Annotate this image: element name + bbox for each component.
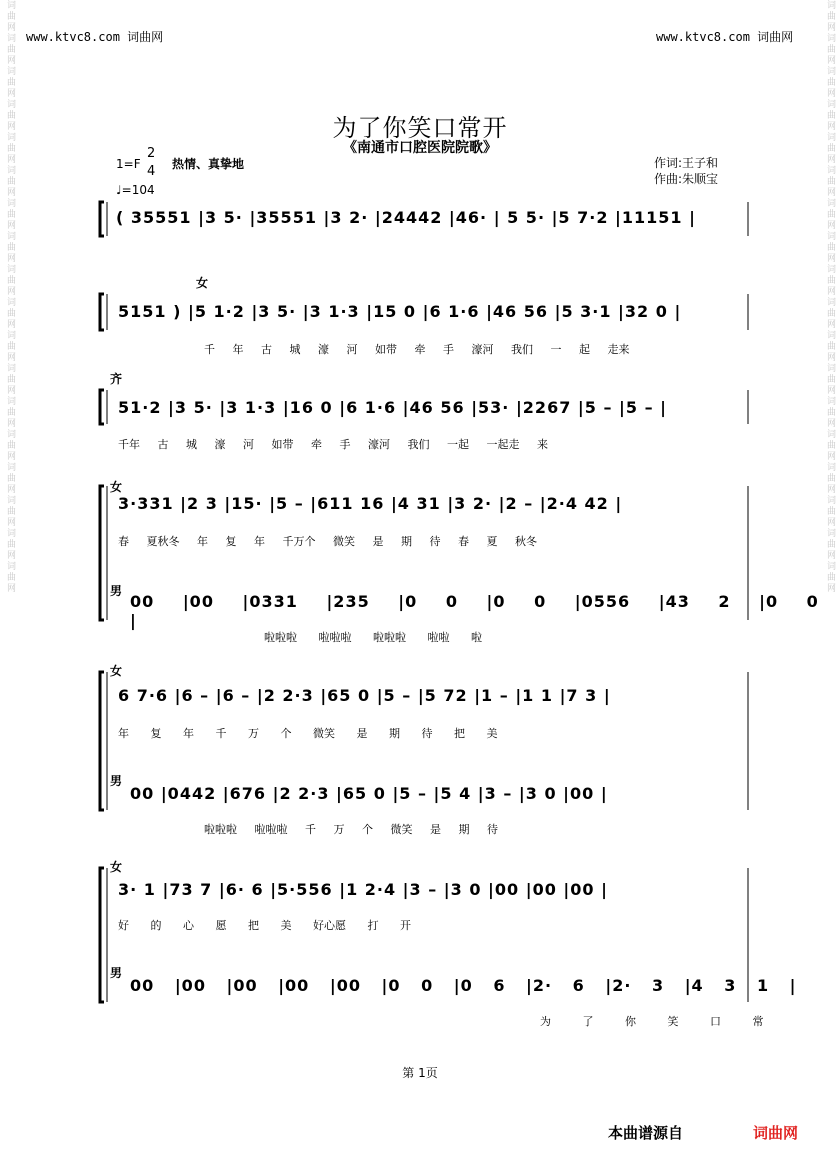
header-url-left[interactable]: www.ktvc8.com 词曲网 xyxy=(26,30,164,44)
key-signature: 1=F xyxy=(116,157,141,171)
system-5-female-part: 女 xyxy=(110,664,123,678)
song-subtitle: 《南通市口腔医院院歌》 xyxy=(343,140,497,156)
lyricist: 作词:王子和 xyxy=(654,156,719,170)
tempo-mark: ♩=104 xyxy=(116,183,155,197)
system-4-female-lyrics: 春 夏秋冬 年 复 年 千万个 微笑 是 期 待 春 夏 秋冬 xyxy=(118,535,537,548)
system-6-female-part: 女 xyxy=(110,860,123,874)
time-signature-top: 2 xyxy=(147,146,156,161)
header-url-right[interactable]: www.ktvc8.com 词曲网 xyxy=(656,30,794,44)
system-5-female-notes: 6 7·6 |6 – |6 – |2 2·3 |65 0 |5 – |5 72 |1 – |1 1 |7 3 | xyxy=(118,686,611,705)
system-2-lyrics: 千 年 古 城 濠 河 如带 牵 手 濠河 我们 一 起 走来 xyxy=(204,343,630,356)
song-title: 为了你笑口常开 xyxy=(332,114,508,142)
source-label: 本曲谱源自 xyxy=(608,1124,684,1142)
system-6-male-notes: 00 |00 |00 |00 |00 |0 0 |0 6 |2· 6 |2· 3 |4 3 1 | xyxy=(130,976,797,995)
system-4-male-lyrics: 啦啦啦 啦啦啦 啦啦啦 啦啦 啦 xyxy=(264,631,482,644)
system-4-female-part: 女 xyxy=(110,480,123,494)
page-number: 第 1页 xyxy=(402,1066,438,1080)
system-3-part: 齐 xyxy=(110,372,123,386)
system-5-male-part: 男 xyxy=(110,774,123,788)
system-6-female-lyrics: 好 的 心 愿 把 美 好心愿 打 开 xyxy=(118,919,411,932)
system-5-female-lyrics: 年 复 年 千 万 个 微笑 是 期 待 把 美 xyxy=(118,727,498,740)
expression-mark: 热情、真挚地 xyxy=(172,157,245,171)
system-6-male-part: 男 xyxy=(110,966,123,980)
system-3-lyrics: 千年 古 城 濠 河 如带 牵 手 濠河 我们 一起 一起走 来 xyxy=(118,438,548,451)
system-6-male-lyrics: 为 了 你 笑 口 常 xyxy=(540,1015,764,1028)
system-4-male-part: 男 xyxy=(110,584,123,598)
system-1-notes: ( 35551 |3 5· |35551 |3 2· |24442 |46· | 5 5· |5 7·2 |11151 | xyxy=(116,208,696,227)
time-signature-bottom: 4 xyxy=(147,164,156,179)
left-watermark: 词曲网词曲网词曲网词曲网词曲网词曲网词曲网词曲网词曲网词曲网词曲网词曲网词曲网词曲网词曲网词曲网词曲网词曲网 xyxy=(5,0,15,594)
system-2-part: 女 xyxy=(196,276,209,290)
system-4-female-notes: 3·331 |2 3 |15· |5 – |611 16 |4 31 |3 2· |2 – |2·4 42 | xyxy=(118,494,623,513)
system-5-male-notes: 00 |0442 |676 |2 2·3 |65 0 |5 – |5 4 |3 – |3 0 |00 | xyxy=(130,784,608,803)
composer: 作曲:朱顺宝 xyxy=(654,172,719,186)
system-3-notes: 51·2 |3 5· |3 1·3 |16 0 |6 1·6 |46 56 |53· |2267 |5 – |5 – | xyxy=(118,398,667,417)
system-2-notes: 5151 ) |5 1·2 |3 5· |3 1·3 |15 0 |6 1·6 |46 56 |5 3·1 |32 0 | xyxy=(118,302,682,321)
system-5-male-lyrics: 啦啦啦 啦啦啦 千 万 个 微笑 是 期 待 xyxy=(204,823,498,836)
right-watermark: 词曲网词曲网词曲网词曲网词曲网词曲网词曲网词曲网词曲网词曲网词曲网词曲网词曲网词曲网词曲网词曲网词曲网词曲网 xyxy=(825,0,835,594)
system-6-female-notes: 3· 1 |73 7 |6· 6 |5·556 |1 2·4 |3 – |3 0 |00 |00 |00 | xyxy=(118,880,608,899)
source-brand-link[interactable]: 词曲网 xyxy=(753,1124,799,1142)
system-4-male-notes: 00 |00 |0331 |235 |0 0 |0 0 |0556 |43 2 |0 0 | xyxy=(130,592,819,630)
